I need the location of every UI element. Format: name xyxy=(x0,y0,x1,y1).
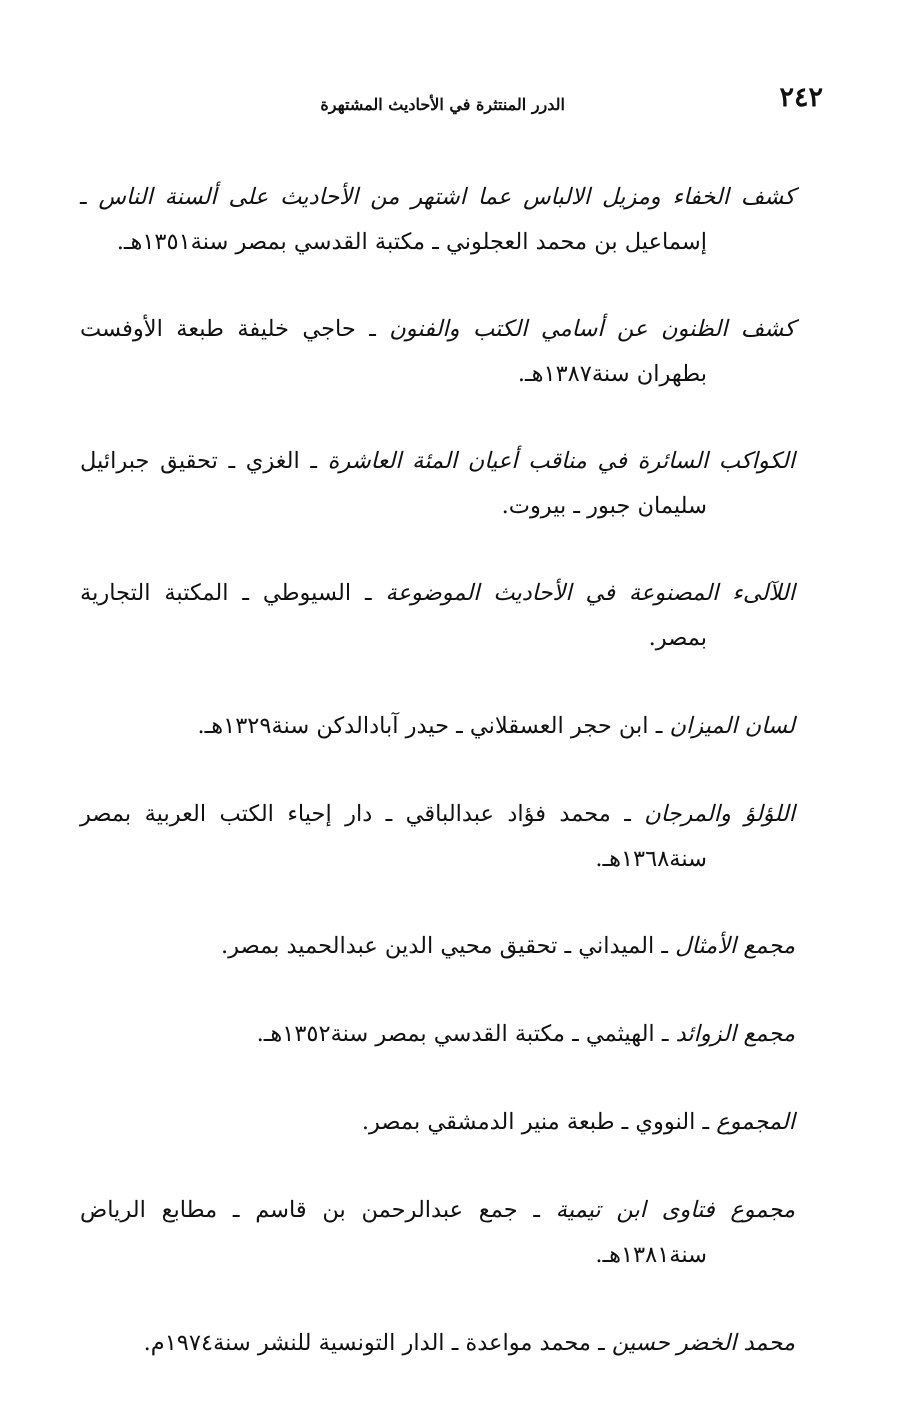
bibliography-entry xyxy=(80,924,795,969)
bibliography-entry xyxy=(80,1100,795,1145)
entry-title: كشف الخفاء ومزيل الالباس عما اشتهر من الأحاديث على ألسنة الناس xyxy=(98,183,795,210)
entry-details: ـ السيوطي ـ المكتبة التجارية بمصر. xyxy=(80,579,707,651)
bibliography-list xyxy=(80,152,795,1409)
entry-title: اللؤلؤ والمرجان xyxy=(644,800,795,827)
entry-details: ـ ابن حجر العسقلاني ـ حيدر آبادالدكن سنة١٣٢٩هـ. xyxy=(197,712,670,739)
bibliography-entry xyxy=(80,439,795,529)
bibliography-entry xyxy=(80,571,795,661)
bibliography-entry xyxy=(80,307,795,397)
entry-details: ـ جمع عبدالرحمن بن قاسم ـ مطابع الرياض سنة١٣٨١هـ. xyxy=(80,1196,707,1268)
bibliography-entry xyxy=(80,175,795,265)
bibliography-entry xyxy=(80,1321,795,1366)
bibliography-entry xyxy=(80,792,795,882)
entry-title: لسان الميزان xyxy=(669,712,795,739)
page-header xyxy=(60,84,823,124)
running-title: الدرر المنتثرة في الأحاديث المشتهرة xyxy=(320,95,565,114)
entry-title: مجموع فتاوى ابن تيمية xyxy=(555,1196,795,1223)
page-number: ٢٤٢ xyxy=(779,82,823,113)
entry-details: ـ الغزي ـ تحقيق جبرائيل سليمان جبور ـ بيروت. xyxy=(80,447,707,519)
entry-title: محمد الخضر حسين xyxy=(611,1329,795,1356)
entry-details: ـ محمد فؤاد عبدالباقي ـ دار إحياء الكتب العربية بمصر سنة١٣٦٨هـ. xyxy=(80,800,707,872)
entry-details: ـ إسماعيل بن محمد العجلوني ـ مكتبة القدسي بمصر سنة١٣٥١هـ. xyxy=(80,183,707,255)
entry-details: ـ محمد مواعدة ـ الدار التونسية للنشر سنة١٩٧٤م. xyxy=(143,1329,612,1356)
entry-details: ـ الهيثمي ـ مكتبة القدسي بمصر سنة١٣٥٢هـ. xyxy=(256,1020,676,1047)
bibliography-entry xyxy=(80,1188,795,1278)
entry-details: ـ حاجي خليفة طبعة الأوفست بطهران سنة١٣٨٧هـ. xyxy=(80,315,707,387)
entry-title: مجمع الأمثال xyxy=(675,932,795,959)
entry-title: الكواكب السائرة في مناقب أعيان المئة العاشرة xyxy=(327,447,795,474)
bibliography-entry xyxy=(80,704,795,749)
entry-details: ـ النووي ـ طبعة منير الدمشقي بمصر. xyxy=(361,1108,717,1135)
entry-title: كشف الظنون عن أسامي الكتب والفنون xyxy=(389,315,795,342)
entry-title: المجموع xyxy=(716,1108,795,1135)
entry-title: اللآلىء المصنوعة في الأحاديث الموضوعة xyxy=(385,579,795,606)
entry-title: مجمع الزوائد xyxy=(675,1020,795,1047)
entry-details: ـ الميداني ـ تحقيق محيي الدين عبدالحميد بمصر. xyxy=(221,932,676,959)
bibliography-entry xyxy=(80,1012,795,1057)
